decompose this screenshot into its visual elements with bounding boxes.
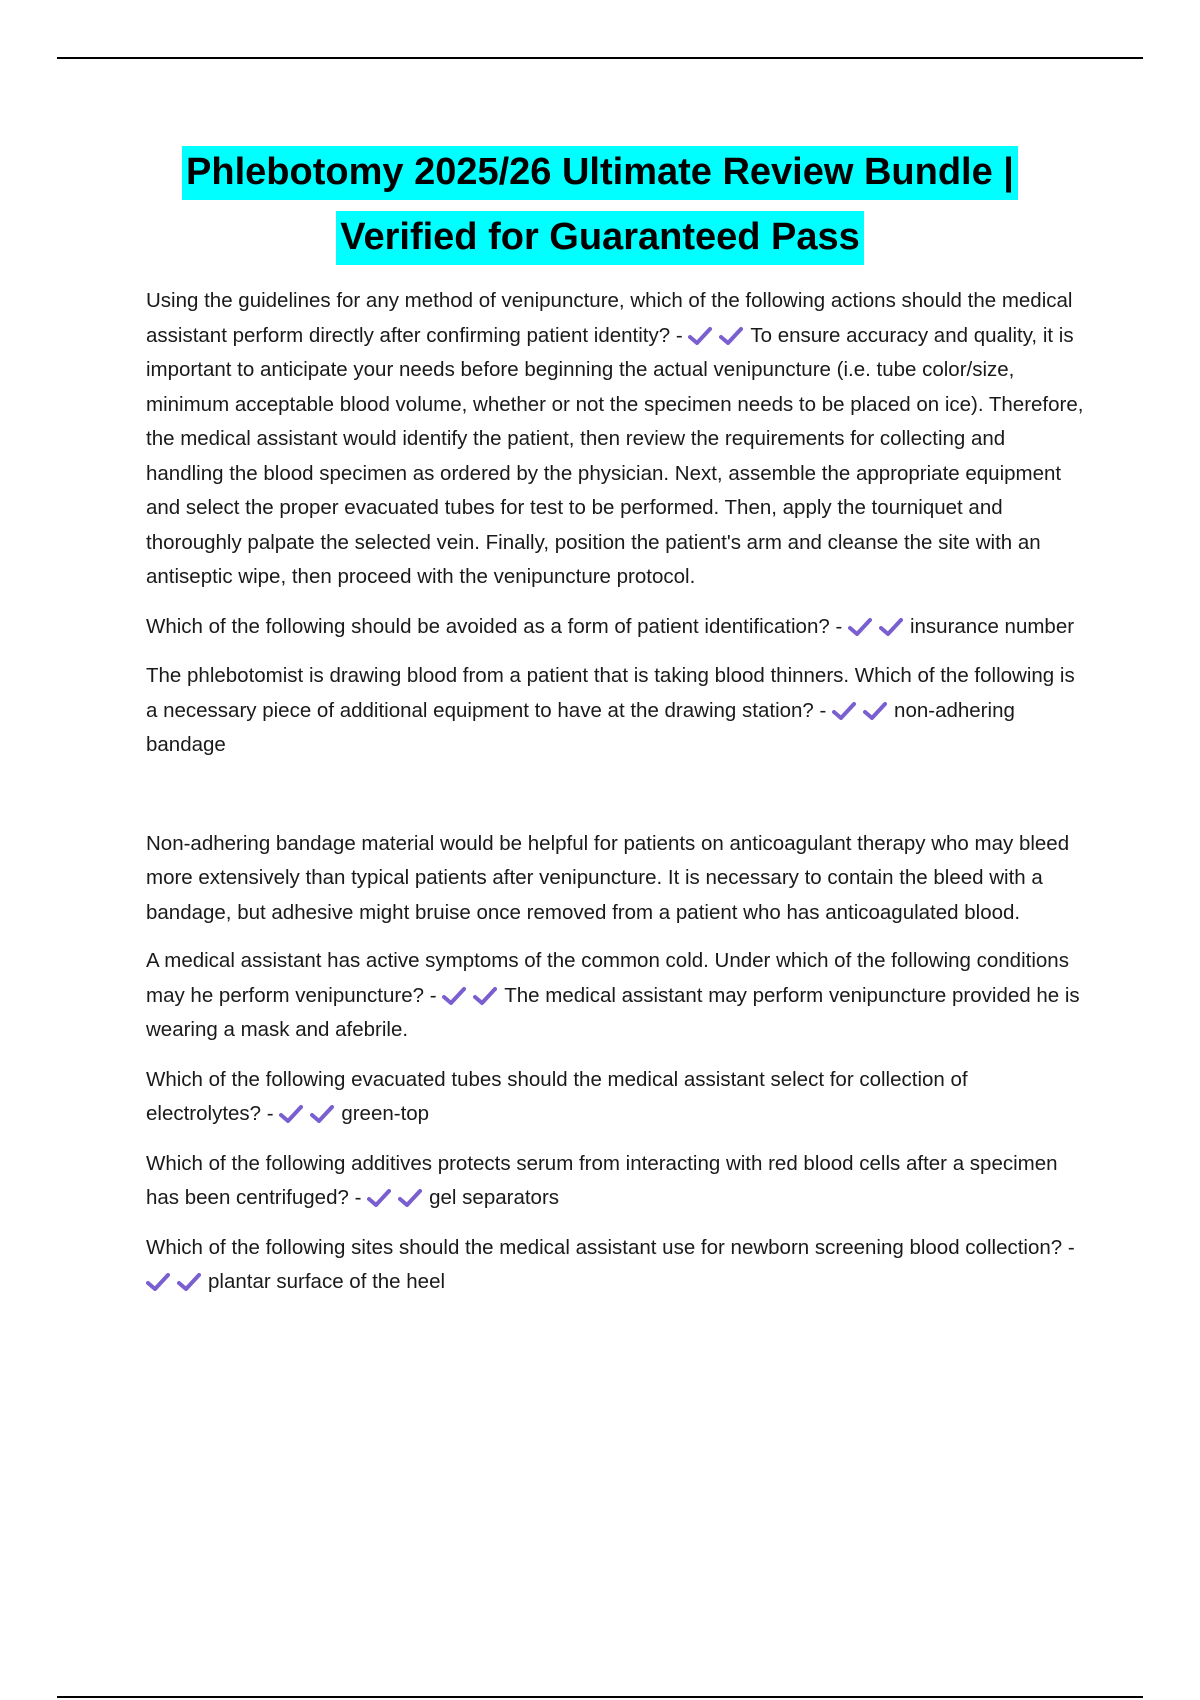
title-line-1: Phlebotomy 2025/26 Ultimate Review Bundle | — [182, 146, 1018, 200]
check-icon — [367, 1187, 391, 1209]
qa-item — [146, 284, 1086, 595]
check-icon — [848, 616, 872, 638]
qa-item — [146, 1063, 1086, 1132]
document-body — [146, 284, 1086, 1315]
document-title — [100, 146, 1100, 276]
check-icon — [279, 1103, 303, 1125]
qa-item — [146, 944, 1086, 1048]
answer-text: To ensure accuracy and quality, it is important to anticipate your needs before beginning the actual venipuncture (i.e. tube color/size, minimum acceptable blood volume, whether or not the specimen needs to be placed on ice). Therefore, the medical assistant would identify the patient, then review the requirements for collecting and handling the blood specimen as ordered by the physician. Next, assemble the appropriate equipment and select the proper evacuated tubes for test to be performed. Then, apply the tourniquet and thoroughly palpate the selected vein. Finally, position the patient's arm and cleanse the site with an antiseptic wipe, then proceed with the venipuncture protocol. — [146, 323, 1084, 588]
check-icon — [442, 985, 466, 1007]
check-icon — [719, 325, 743, 347]
question-text: Using the guidelines for any method of venipuncture, which of the following actions should the medical assistant perform directly after confirming patient identity? - — [146, 289, 1073, 347]
answer-text: The medical assistant may perform venipuncture provided he is wearing a mask and afebrile. — [146, 983, 1080, 1041]
answer-text: plantar surface of the heel — [208, 1270, 446, 1293]
title-line-2: Verified for Guaranteed Pass — [336, 211, 864, 265]
check-icon — [473, 985, 497, 1007]
check-icon — [310, 1103, 334, 1125]
explanation-paragraph: Non-adhering bandage material would be helpful for patients on anticoagulant therapy who may bleed more extensively than typical patients after venipuncture. It is necessary to contain the bleed with a bandage, but adhesive might bruise once removed from a patient who has anticoagulated blood. — [146, 831, 1070, 924]
question-text: Which of the following evacuated tubes should the medical assistant select for collection of electrolytes? - — [146, 1067, 968, 1125]
qa-item — [146, 610, 1086, 645]
check-icon — [146, 1271, 170, 1293]
check-icon — [863, 700, 887, 722]
qa-item — [146, 659, 1086, 763]
check-icon — [879, 616, 903, 638]
question-text: Which of the following sites should the medical assistant use for newborn screening blood collection? - — [146, 1235, 1075, 1259]
answer-text: insurance number — [909, 614, 1075, 638]
qa-item — [146, 1147, 1086, 1216]
check-icon — [832, 700, 856, 722]
bottom-divider — [57, 1696, 1143, 1698]
question-text: A medical assistant has active symptoms of the common cold. Under which of the following conditions may he perform venipuncture? - — [146, 949, 1069, 1007]
top-divider — [57, 57, 1143, 59]
question-text: Which of the following should be avoided as a form of patient identification? - — [146, 614, 848, 638]
question-text: Which of the following additives protects serum from interacting with red blood cells after a specimen has been centrifuged? - — [146, 1151, 1058, 1209]
qa-item — [146, 1231, 1086, 1300]
check-icon — [688, 325, 712, 347]
check-icon — [177, 1271, 201, 1293]
answer-text: gel separators — [429, 1186, 560, 1209]
check-icon — [398, 1187, 422, 1209]
answer-text: green-top — [341, 1102, 430, 1125]
question-text: The phlebotomist is drawing blood from a patient that is taking blood thinners. Which of the following is a necessary piece of additional equipment to have at the drawing station? - — [146, 664, 1075, 722]
answer-text: non-adhering bandage — [146, 698, 1015, 756]
